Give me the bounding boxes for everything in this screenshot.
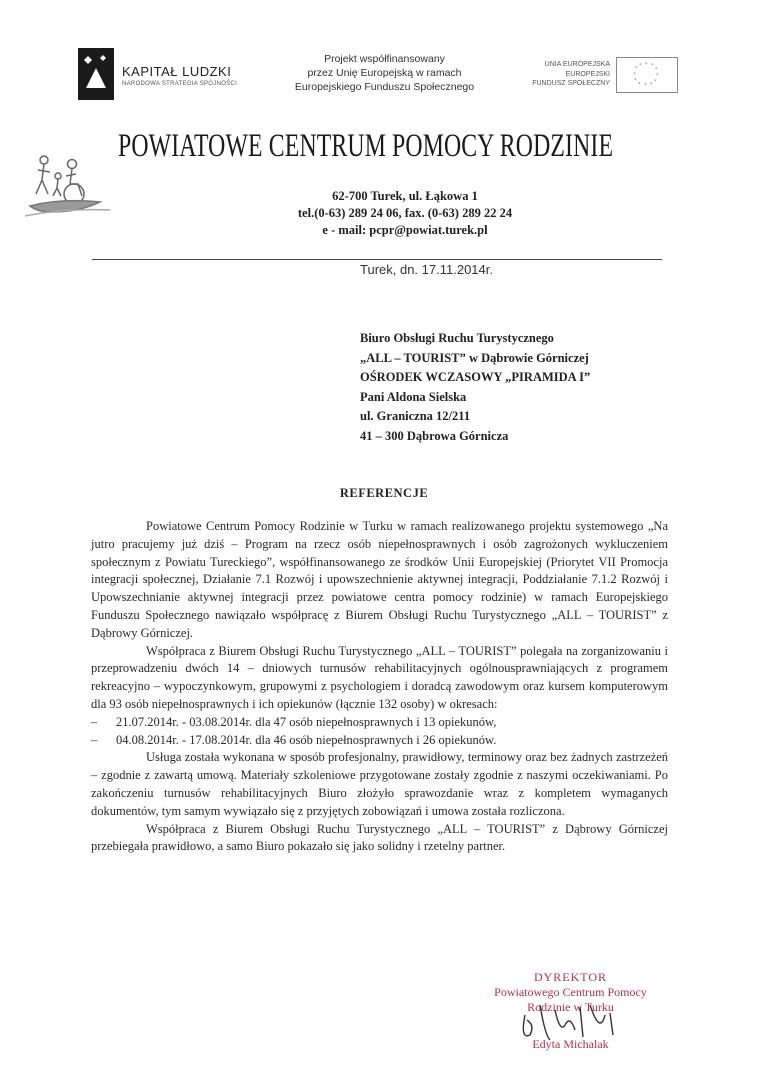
phone-line: tel.(0-63) 289 24 06, fax. (0-63) 289 22 24: [297, 206, 513, 220]
header-divider: [92, 259, 662, 260]
cofinancing-note: [282, 52, 487, 94]
stamp-title: DYREKTOR: [533, 970, 608, 984]
list-item-text: 21.07.2014r. - 03.08.2014r. dla 47 osób niepełnosprawnych i 13 opiekunów,: [116, 714, 497, 729]
svg-text:*: *: [644, 83, 647, 89]
svg-text:*: *: [638, 82, 641, 88]
paragraph: Współpraca z Biurem Obsługi Ruchu Turystycznego „ALL – TOURIST” z Dąbrowy Górniczej przebiegała prawidłowo, a samo Biuro pokazało się jako solidny i rzetelny partner.: [91, 821, 668, 854]
list-item: – 21.07.2014r. - 03.08.2014r. dla 47 osób niepełnosprawnych i 13 opiekunów,: [91, 714, 497, 729]
svg-text:*: *: [639, 63, 642, 69]
cofinancing-line: przez Unię Europejską w ramach: [307, 67, 462, 79]
svg-text:*: *: [634, 78, 637, 84]
svg-text:*: *: [650, 82, 653, 88]
kapital-ludzki-subtitle: NARODOWA STRATEGIA SPÓJNOŚCI: [122, 81, 238, 87]
svg-text:*: *: [635, 66, 638, 72]
paragraph: Usługa została wykonana w sposób profesjonalny, prawidłowy, terminowy oraz bez żadnych zastrzeżeń – zgodnie z zawartą umową. Materiały szkoleniowe przygotowane zostały zgodnie z naszymi oczekiwaniami. Po zakończeniu turnusów rehabilitacyjnych Biuro złożyło sprawozdanie wraz z kompletem wymaganych dokumentów, tym samym wywiązało się z przyjętych zobowiązań i umowa została rozliczona.: [91, 750, 668, 818]
recipient-block: [360, 329, 590, 447]
handwritten-signature: [505, 985, 635, 1055]
paragraph: Powiatowe Centrum Pomocy Rodzinie w Turku w ramach realizowanego projektu systemowego „Na jutro pracujemy już dziś – Program na rzecz osób niepełnosprawnych i osób zagrożonych wykluczeniem społecznym z Powiatu Tureckiego”, współfinansowanego ze środków Unii Europejskiej (Priorytet VII Promocja integracji społecznej, Działanie 7.1 Rozwój i upowszechnienie aktywnej integracji, Poddziałanie 7.1.2 Rozwój i Upowszechnianie aktywnej integracji przez powiatowe centra pomocy rodzinie) w ramach Europejskiego Funduszu Społecznego nawiązało współpracę z Biurem Obsługi Ruchu Turystycznego „ALL – TOURIST” z Dąbrowy Górniczej.: [91, 519, 668, 640]
email-line: e - mail: pcpr@powiat.turek.pl: [322, 223, 488, 237]
organization-name: POWIATOWE CENTRUM POMOCY RODZINIE: [118, 128, 614, 164]
stamp-line: Powiatowego Centrum Pomocy: [494, 985, 647, 999]
paragraph: Współpraca z Biurem Obsługi Ruchu Turystycznego „ALL – TOURIST” polegała na zorganizowaniu i przeprowadzeniu dwóch 14 – dniowych turnusów rehabilitacyjnych ogólnousprawniających z programem rekreacyjno – wypoczynkowym, grupowymi z psychologiem i doradcą zawodowym oraz kursem komputerowym dla 93 osób niepełnosprawnych i ich opiekunów (łącznie 132 osoby) w okresach:: [91, 643, 668, 711]
stamp-line: Rodzinie w Turku: [527, 1000, 614, 1014]
family-wheelchair-icon: [20, 150, 115, 230]
kapital-ludzki-title: KAPITAŁ LUDZKI: [122, 64, 232, 79]
contact-block: [250, 188, 560, 239]
cofinancing-line: Europejskiego Funduszu Społecznego: [294, 81, 475, 93]
svg-text:*: *: [645, 62, 648, 68]
letter-body: [91, 518, 668, 856]
eu-line: UNIA EUROPEJSKA: [544, 61, 610, 68]
eu-line: FUNDUSZ SPOŁECZNY: [532, 80, 610, 87]
recipient-line: Biuro Obsługi Ruchu Turystycznego: [360, 331, 554, 345]
list-item-text: 04.08.2014r. - 17.08.2014r. dla 46 osób niepełnosprawnych i 26 opiekunów.: [116, 732, 497, 747]
cofinancing-line: Projekt współfinansowany: [324, 53, 445, 65]
recipient-line: Pani Aldona Sielska: [360, 389, 467, 404]
recipient-line: 41 – 300 Dąbrowa Górnicza: [360, 428, 509, 443]
eu-flag-icon: [616, 57, 678, 93]
eu-label: [505, 60, 610, 89]
svg-text:*: *: [651, 63, 654, 69]
svg-text:*: *: [655, 67, 658, 73]
address-line: 62-700 Turek, ul. Łąkowa 1: [332, 189, 478, 203]
svg-text:*: *: [656, 73, 659, 79]
document-heading: REFERENCJE: [339, 486, 429, 500]
recipient-line: OŚRODEK WCZASOWY „PIRAMIDA I”: [360, 370, 591, 385]
kapital-ludzki-logo-icon: [78, 48, 114, 100]
svg-text:*: *: [633, 72, 636, 78]
list-item: – 04.08.2014r. - 17.08.2014r. dla 46 osób niepełnosprawnych i 26 opiekunów.: [91, 732, 497, 747]
recipient-line: ul. Graniczna 12/211: [360, 409, 471, 424]
eu-line: EUROPEJSKI: [565, 70, 610, 78]
svg-text:*: *: [654, 79, 657, 85]
letter-date: Turek, dn. 17.11.2014r.: [360, 262, 493, 277]
recipient-line: „ALL – TOURIST” w Dąbrowie Górniczej: [360, 350, 589, 365]
stamp-name: Edyta Michalak: [532, 1037, 609, 1051]
